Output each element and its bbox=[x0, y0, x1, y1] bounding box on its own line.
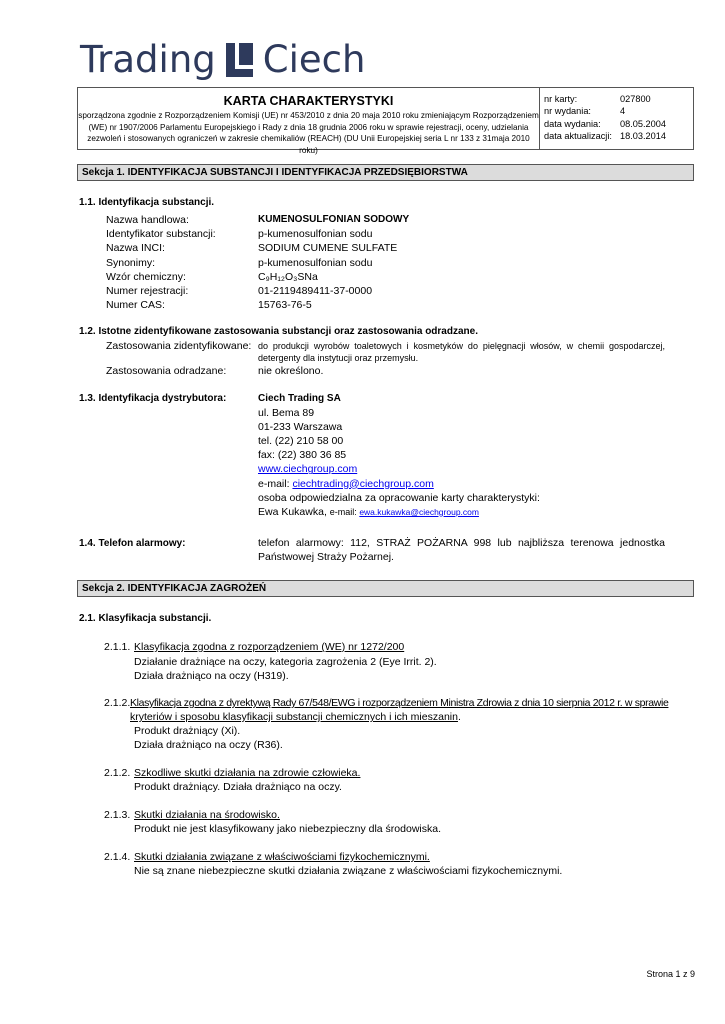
field-value: C₉H₁₂O₃SNa bbox=[258, 270, 318, 283]
subtitle-line: zezwoleń i stosowanych ograniczeń w zakresie chemikaliów (REACH) (DU Unii Europejskiej seria L nr 133 z 31maja 2010 roku) bbox=[87, 134, 530, 155]
uses-value-line: do produkcji wyrobów toaletowych i kosmetyków do pielęgnacji włosów, w chemii gospodarczej, bbox=[258, 341, 665, 351]
logo-mark-icon bbox=[226, 41, 254, 77]
person-email-link[interactable]: ewa.kukawka@ciechgroup.com bbox=[359, 506, 479, 517]
physchem-effects-title: Skutki działania związane z właściwościami fizykochemicznymi. bbox=[134, 851, 430, 863]
field-label: Nazwa handlowa: bbox=[106, 214, 189, 226]
environment-effects-body: Produkt nie jest klasyfikowany jako niebezpieczny dla środowiska. bbox=[134, 823, 441, 835]
meta-label: data aktualizacji: bbox=[544, 130, 612, 141]
email-link[interactable]: ciechtrading@ciechgroup.com bbox=[292, 477, 434, 490]
health-effects-body: Produkt drażniący. Działa drażniąco na oczy. bbox=[134, 781, 342, 793]
classification-line: Działa drażniąco na oczy (H319). bbox=[134, 670, 289, 682]
company-logo bbox=[80, 34, 365, 84]
field-label: Numer CAS: bbox=[106, 299, 165, 312]
meta-label: data wydania: bbox=[544, 118, 601, 129]
phone-number: tel. (22) 210 58 00 bbox=[258, 435, 344, 448]
trade-name-value: KUMENOSULFONIAN SODOWY bbox=[258, 214, 410, 225]
subsection-1-4-heading: 1.4. Telefon alarmowy: bbox=[79, 538, 186, 549]
substance-values bbox=[258, 213, 409, 312]
dsd-title-end: . bbox=[457, 711, 461, 723]
field-label: Wzór chemiczny: bbox=[106, 270, 186, 283]
health-effects-title: Szkodliwe skutki działania na zdrowie człowieka. bbox=[134, 767, 361, 779]
item-number: 2.1.2. bbox=[104, 697, 131, 709]
email-label: e-mail: bbox=[258, 477, 293, 490]
subsection-1-1-heading: 1.1. Identyfikacja substancji. bbox=[79, 197, 215, 208]
subtitle-line: (WE) nr 1907/2006 Parlamentu Europejskiego i Rady z dnia 18 grudnia 2006 roku w sprawie rejestracji, oceny, udzielania bbox=[88, 122, 529, 132]
field-label: Identyfikator substancji: bbox=[106, 228, 216, 241]
item-number: 2.1.2. bbox=[104, 767, 131, 779]
section-2-header: Sekcja 2. IDENTYFIKACJA ZAGROŻEŃ bbox=[77, 580, 694, 597]
header-title-cell bbox=[78, 88, 540, 155]
classification-line: Działanie drażniące na oczy, kategoria zagrożenia 2 (Eye Irrit. 2). bbox=[134, 656, 437, 668]
classification-line: Produkt drażniący (Xi). bbox=[134, 725, 241, 737]
advised-against-value: nie określono. bbox=[258, 365, 324, 377]
physchem-effects-body: Nie są znane niebezpieczne skutki działania związane z właściwościami fizykochemicznymi. bbox=[134, 865, 563, 877]
document-header bbox=[77, 87, 694, 155]
logo-word-ciech: Ciech bbox=[262, 37, 366, 81]
address-street: ul. Bema 89 bbox=[258, 407, 315, 420]
emergency-phone-line: Państwowej Straży Pożarnej. bbox=[258, 551, 394, 563]
field-value: p-kumenosulfonian sodu bbox=[258, 256, 373, 269]
dsd-title-cont-text: kryteriów i sposobu klasyfikacji substancji chemicznych i ich mieszanin bbox=[130, 711, 458, 723]
item-number: 2.1.1. bbox=[104, 641, 131, 653]
substance-labels bbox=[106, 213, 216, 312]
environment-effects-title: Skutki działania na środowisko. bbox=[134, 809, 280, 821]
person-name: Ewa Kukawka, bbox=[258, 505, 330, 518]
company-name: Ciech Trading SA bbox=[258, 393, 341, 404]
dsd-classification-title: Klasyfikacja zgodna z dyrektywą Rady 67/548/EWG i rozporządzeniem Ministra Zdrowia z dnia 10 sierpnia 2012 r. w sprawie bbox=[130, 697, 669, 709]
field-value: SODIUM CUMENE SULFATE bbox=[258, 242, 398, 255]
field-value: p-kumenosulfonian sodu bbox=[258, 228, 373, 241]
field-label: Nazwa INCI: bbox=[106, 242, 165, 255]
distributor-block bbox=[258, 392, 540, 519]
meta-value: 08.05.2004 bbox=[620, 118, 666, 129]
section-1-header: Sekcja 1. IDENTYFIKACJA SUBSTANCJI I IDENTYFIKACJA PRZEDSIĘBIORSTWA bbox=[77, 164, 694, 181]
uses-value-line: detergenty dla instytucji oraz przemysłu. bbox=[258, 353, 419, 363]
meta-value: 027800 bbox=[620, 94, 651, 104]
responsible-person-row bbox=[258, 505, 540, 519]
item-number: 2.1.4. bbox=[104, 851, 131, 863]
field-label: Numer rejestracji: bbox=[106, 285, 189, 298]
person-email-label: e-mail: bbox=[329, 506, 360, 517]
meta-labels bbox=[544, 93, 612, 142]
logo-word-trading: Trading bbox=[80, 37, 216, 81]
subsection-1-3-heading: 1.3. Identyfikacja dystrybutora: bbox=[79, 393, 227, 404]
emergency-phone-line: telefon alarmowy: 112, STRAŻ POŻARNA 998 lub najbliższa terenowa jednostka bbox=[258, 537, 665, 549]
item-number: 2.1.3. bbox=[104, 809, 131, 821]
subsection-1-2-heading: 1.2. Istotne zidentyfikowane zastosowania substancji oraz zastosowania odradzane. bbox=[79, 326, 478, 337]
meta-value: 4 bbox=[620, 106, 626, 117]
uses-label: Zastosowania zidentyfikowane: bbox=[106, 340, 252, 352]
page-number: Strona 1 z 9 bbox=[646, 969, 695, 979]
clp-classification-title: Klasyfikacja zgodna z rozporządzeniem (WE) nr 1272/200 bbox=[134, 641, 405, 653]
dsd-classification-body bbox=[134, 724, 283, 752]
subsection-2-1-heading: 2.1. Klasyfikacja substancji. bbox=[79, 613, 212, 624]
address-city: 01-233 Warszawa bbox=[258, 421, 343, 434]
meta-values bbox=[620, 93, 666, 142]
email-row bbox=[258, 477, 540, 491]
field-value: 15763-76-5 bbox=[258, 299, 312, 312]
fax-number: fax: (22) 380 36 85 bbox=[258, 449, 347, 462]
classification-line: Działa drażniąco na oczy (R36). bbox=[134, 739, 283, 751]
dsd-classification-title-cont bbox=[130, 711, 461, 723]
responsible-person-label: osoba odpowiedzialna za opracowanie karty charakterystyki: bbox=[258, 491, 540, 504]
website-link[interactable]: www.ciechgroup.com bbox=[258, 463, 358, 476]
clp-classification-body bbox=[134, 655, 437, 683]
field-label: Synonimy: bbox=[106, 256, 156, 269]
meta-label: nr wydania: bbox=[544, 106, 591, 117]
document-subtitle bbox=[78, 110, 539, 156]
document-title: KARTA CHARAKTERYSTYKI bbox=[223, 94, 394, 108]
meta-label: nr karty: bbox=[544, 94, 578, 104]
meta-value: 18.03.2014 bbox=[620, 130, 666, 141]
field-value: 01-2119489411-37-0000 bbox=[258, 285, 373, 298]
subtitle-line: sporządzona zgodnie z Rozporządzeniem Komisji (UE) nr 453/2010 z dnia 20 maja 2010 roku zmieniającym Rozporządzeniem bbox=[78, 111, 539, 120]
advised-against-label: Zastosowania odradzane: bbox=[106, 365, 227, 377]
